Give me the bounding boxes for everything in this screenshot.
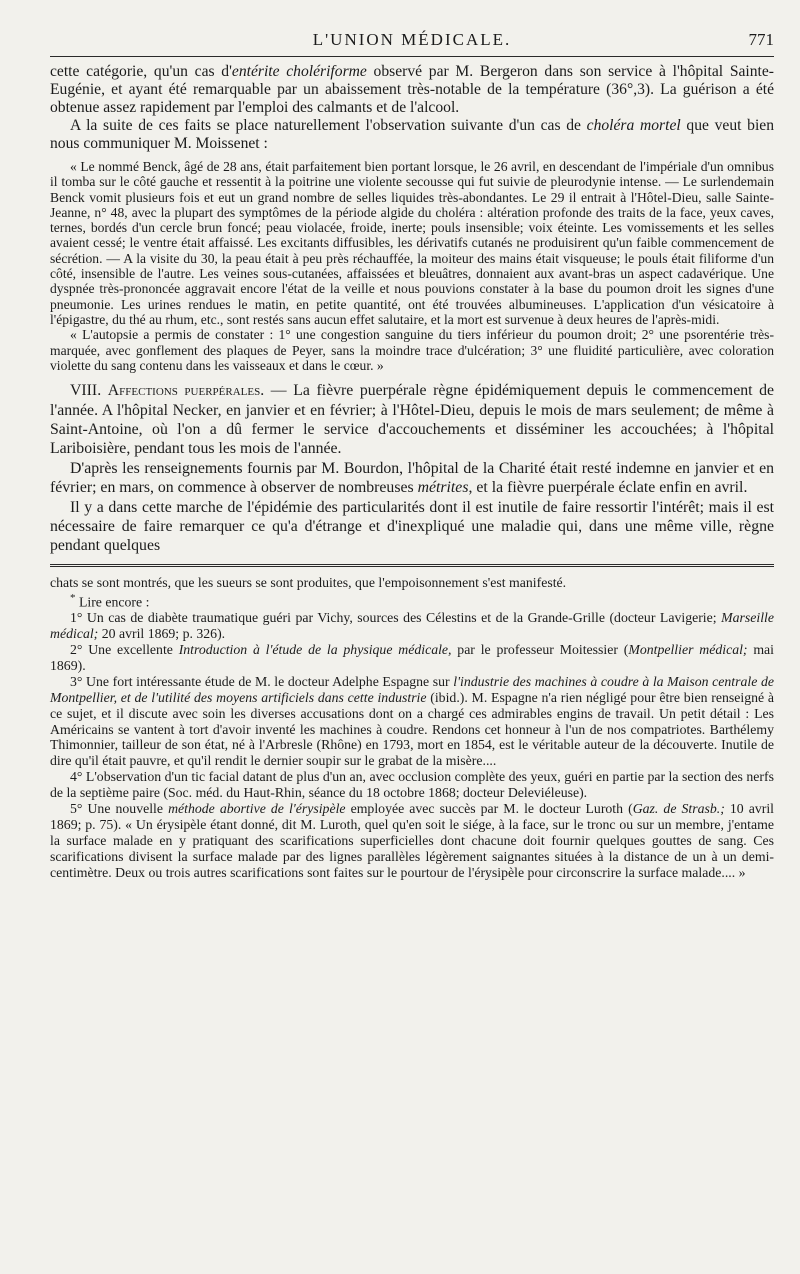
header-rule [50, 56, 774, 57]
footnote-item: 5° Une nouvelle méthode abortive de l'érysipèle employée avec succès par M. le docteur Luroth (Gaz. de Strasb.; 10 avril 1869; p. 75). « Un érysipèle étant donné, dit M. Luroth, quel qu'en soit le siége, à la face, sur le tronc ou sur un membre, j'entame la surface malade en y pratiquant des scarifications superficielles dont chacune doit fournir quelques gouttes de sang. Ces scarifications divisent la surface malade par des lignes parallèles légèrement saignantes situées à la distance de un à un demi-centimètre. Deux ou trois autres scarifications sont faites sur le pourtour de l'érysipèle pour circonscrire la surface malade.... » [50, 801, 774, 880]
footnote-separator [50, 564, 774, 567]
footnote-item: 4° L'observation d'un tic facial datant de plus d'un an, avec occlusion complète des yeux, guéri en partie par la section des nerfs de la septième paire (Soc. méd. du Haut-Rhin, séance du 18 octobre 1868; docteur Deleviéleuse). [50, 769, 774, 801]
section-viii [50, 381, 774, 556]
footnote-lire: * Lire encore : [70, 591, 150, 610]
section-paragraph: VIII. Affections puerpérales. — La fièvre puerpérale règne épidémiquement depuis le commencement de l'année. A l'hôpital Necker, en janvier et en février; à l'Hôtel-Dieu, depuis le mois de mars seulement; de même à Saint-Antoine, où l'on a dû fermer le service d'accouchements et disséminer les accouchées; à l'hôpital Lariboisière, pendant tous les mois de l'année. [50, 382, 775, 458]
page-number: 771 [748, 30, 774, 49]
section-number: VIII. [70, 382, 102, 400]
journal-title: L'UNION MÉDICALE. [312, 30, 512, 49]
footnote-item: 1° Un cas de diabète traumatique guéri par Vichy, sources des Célestins et de la Grande-Grille (docteur Lavigerie; Marseille médical; 20 avril 1869; p. 326). [50, 610, 774, 642]
footnote-lead: chats se sont montrés, que les sueurs se sont produites, que l'empoisonnement s'est manifesté. [50, 574, 567, 590]
case-report-quote [50, 159, 774, 373]
paragraph: cette catégorie, qu'un cas d'entérite cholériforme observé par M. Bergeron dans son service à l'hôpital Sainte-Eugénie, et ayant été remarquable par un abaissement très-notable de la température (36°,3). La guérison a été obtenue assez rapidement par l'emploi des calmants et de l'alcool. [50, 63, 774, 116]
footnote-item: 3° Une fort intéressante étude de M. le docteur Adelphe Espagne sur l'industrie des machines à coudre à la Maison centrale de Montpellier, et de l'utilité des moyens artificiels dans cette industrie (ibid.). M. Espagne n'a rien négligé pour être bien renseigné à ce sujet, et il discute avec soin les diverses accusations dont on a chargé ces admirables engins de travail. Un petit détail : Les Américains se vantent à tort d'avoir inventé les machines à coudre. Rendons cet honneur à l'un de nos compatriotes. Barthélemy Thimonnier, tailleur de son état, né à l'Arbresle (Rhône) en 1793, mort en 1854, est le véritable auteur de la découverte. Inutile de dire qu'il était pauvre, et qu'il rendit le dernier soupir sur le grabat de la misère.... [50, 673, 774, 769]
section-paragraph: D'après les renseignements fournis par M. Bourdon, l'hôpital de la Charité était resté indemne en janvier et en février; en mars, on commence à observer de nombreuses métrites, et la fièvre puerpérale éclate enfin en avril. [50, 459, 774, 497]
quote-paragraph: « L'autopsie a permis de constater : 1° une congestion sanguine du tiers inférieur du poumon droit; 2° une psorentérie très-marquée, avec gonflement des plaques de Peyer, sans la moindre trace d'ulcération; 3° une fluidité particulière, avec coloration violette du sang contenu dans les vaisseaux et dans le cœur. » [50, 327, 774, 373]
intro-text [50, 63, 774, 153]
asterism-icon: * [70, 591, 76, 604]
footnote-item: 2° Une excellente Introduction à l'étude de la physique médicale, par le professeur Moitessier (Montpellier médical; mai 1869). [50, 642, 775, 673]
paragraph: A la suite de ces faits se place naturellement l'observation suivante d'un cas de choléra mortel que veut bien nous communiquer M. Moissenet : [50, 117, 775, 152]
running-header [50, 30, 774, 56]
quote-paragraph: « Le nommé Benck, âgé de 28 ans, était parfaitement bien portant lorsque, le 26 avril, en descendant de l'impériale d'un omnibus il tomba sur le côté gauche et ressentit à la poitrine une violente secousse qui fut suivie de pleurodynie intense. — Le surlendemain Benck vomit plusieurs fois et eut un grand nombre de selles liquides très-abondantes. Le 29 il entrait à l'Hôtel-Dieu, salle Sainte-Jeanne, n° 48, avec la plupart des symptômes de la période algide du choléra : altération profonde des traits de la face, yeux caves, ternes, bordés d'un cercle brun foncé; peau violacée, froide, inerte; pouls insensible; voix éteinte. Les vomissements et les selles avaient cessé; le ventre était affaissé. Les excitants diffusibles, les dérivatifs cutanés ne produisirent qu'un faible commencement de sécrétion. — A la visite du 30, la peau était à peu près réchauffée, la moiteur des mains était visqueuse; le pouls était filiforme d'un côté, insensible de l'autre. Les veines sous-cutanées, affaissées et bleuâtres, donnaient aux avant-bras un aspect cadavérique. Une dyspnée très-prononcée aggravait encore l'état de la veille et nous pouvions constater à la base du poumon droit les signes d'une pneumonie. Les urines rendues le matin, en petite quantité, ont été trouvées albumineuses. L'application d'un vésicatoire à l'épigastre, du thé au rhum, etc., sont restés sans aucun effet salutaire, et la mort est survenue à deux heures de l'après-midi. [50, 159, 774, 327]
section-heading: Affections puerpérales. [107, 382, 265, 400]
section-paragraph: Il y a dans cette marche de l'épidémie des particularités dont il est inutile de faire ressortir l'intérêt; mais il est nécessaire de faire remarquer ce qu'a d'étrange et d'inexpliqué une maladie qui, dans une même ville, règne pendant quelques [50, 498, 774, 555]
footnotes [50, 575, 774, 881]
